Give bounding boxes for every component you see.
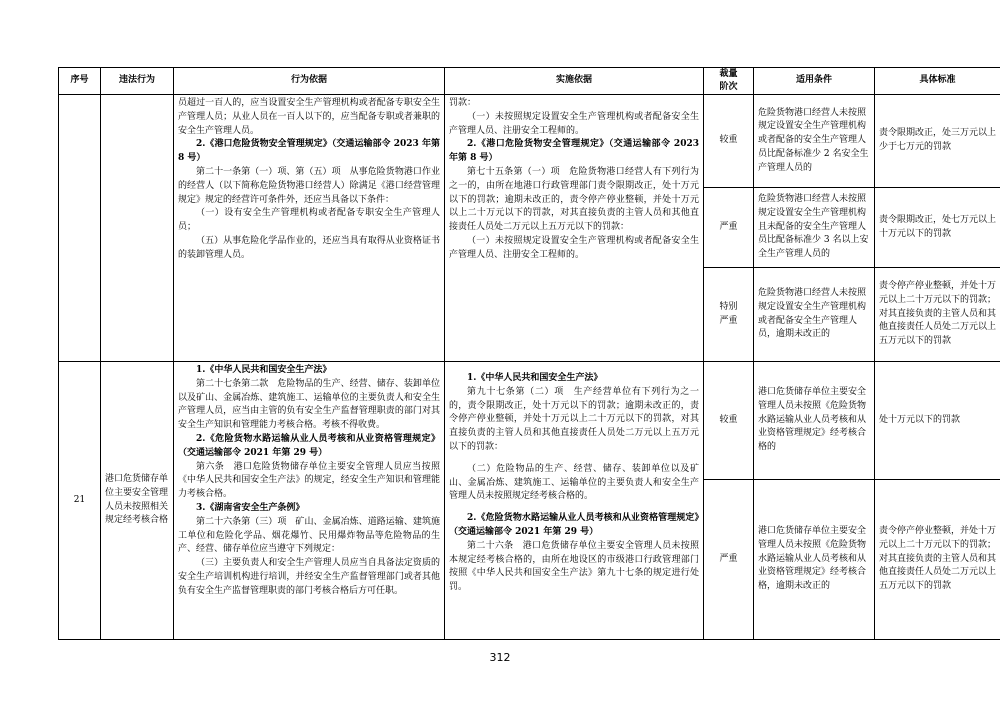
header-violation: 违法行为 — [101, 68, 174, 95]
table-row — [59, 362, 1000, 480]
header-standard: 具体标准 — [875, 68, 1000, 95]
row1-standard-1: 责令限期改正，处七万元以上十万元以下的罚款 — [875, 188, 1000, 268]
row1-level-2: 特别 严重 — [704, 268, 754, 362]
row1-basis-p3: （一）设有安全生产管理机构或者配备专职安全生产管理人员； — [178, 208, 440, 233]
row2-impl-p4: 第二十六条 港口危货储存单位主要安全管理人员未按照本规定经考核合格的，由所在地设区的市级港口行政管理部门按照《中华人民共和国安全生产法》第九十七条的规定进行处罚。 — [449, 540, 699, 593]
row1-basis — [174, 95, 445, 362]
row2-basis-p2: 2.《危险货物水路运输从业人员考核和从业资格管理规定》（交通运输部令 2021 年第 29 号） — [178, 433, 440, 458]
page-number: 312 — [489, 651, 511, 664]
row1-basis-p4: （五）从事危险化学品作业的，还应当具有取得从业资格证书的装卸管理人员。 — [178, 235, 440, 260]
row1-level-0: 较重 — [704, 95, 754, 188]
row2-level-0: 较重 — [704, 362, 754, 480]
row2-basis-p6: （三）主要负责人和安全生产管理人员应当自具备法定资质的安全生产培训机构进行培训，并经安全生产监督管理部门或者其他负有安全生产监督管理职责的部门考核合格后方可任职。 — [178, 558, 440, 596]
row1-impl-p0: 罚款： — [449, 98, 477, 108]
header-level: 裁量 阶次 — [704, 68, 754, 95]
row2-impl-p1: 第九十七条第（二）项 生产经营单位有下列行为之一的，责令限期改正，处十万元以下的罚款；逾期未改正的，责令停产停业整顿，并处十万元以上二十万元以下的罚款，对其直接负责的主管人员和其他直接责任人员处二万元以上五万元以下的罚款： — [449, 386, 699, 452]
header-implementation: 实施依据 — [445, 68, 704, 95]
row1-condition-2: 危险货物港口经营人未按照规定设置安全生产管理机构或者配备安全生产管理人员，逾期未改正的 — [754, 268, 875, 362]
row1-basis-p0: 员超过一百人的，应当设置安全生产管理机构或者配备专职安全生产管理人员；从业人员在一百人以下的，应当配备专职或者兼职的安全生产管理人员。 — [178, 98, 440, 136]
row2-basis-p1: 第二十七条第二款 危险物品的生产、经营、储存、装卸单位以及矿山、金属冶炼、建筑施工、运输单位的主要负责人和安全生产管理人员，应当由主管的负有安全生产监督管理职责的部门对其安全生产知识和管理能力考核合格。考核不得收费。 — [178, 378, 440, 431]
row1-basis-p1: 2.《港口危险货物安全管理规定》（交通运输部令 2023 年第 8 号） — [178, 139, 440, 164]
row2-standard-0: 处十万元以下的罚款 — [875, 362, 1000, 480]
row2-basis-p3: 第六条 港口危险货物储存单位主要安全管理人员应当按照《中华人民共和国安全生产法》的规定，经安全生产知识和管理能力考核合格。 — [178, 461, 440, 500]
row1-level-1: 严重 — [704, 188, 754, 268]
row2-basis-p5: 第二十六条第（三）项 矿山、金属冶炼、道路运输、建筑施工单位和危险化学品、烟花爆竹、民用爆炸物品等危险物品的生产、经营、储存单位应当遵守下列规定： — [178, 516, 440, 555]
table-row — [59, 95, 1000, 188]
row2-impl-p0: 1.《中华人民共和国安全生产法》 — [467, 373, 603, 383]
row1-impl-p3: 第七十五条第（一）项 危险货物港口经营人有下列行为之一的，由所在地港口行政管理部门责令限期改正，处十万元以下的罚款；逾期未改正的，责令停产停业整顿，并处十万元以上二十万元以下的罚款，对其直接负责的主管人员和其他直接责任人员处二万元以上五万元以下的罚款： — [449, 166, 699, 233]
row1-impl-p1: （一）未按照规定设置安全生产管理机构或者配备安全生产管理人员、注册安全工程师的。 — [449, 111, 699, 136]
row1-impl-p4: （一）未按照规定设置安全生产管理机构或者配备安全生产管理人员、注册安全工程师的。 — [449, 235, 699, 260]
row2-no: 21 — [59, 362, 101, 640]
row2-condition-1: 港口危货储存单位主要安全管理人员未按照《危险货物水路运输从业人员考核和从业资格管理规定》经考核合格，逾期未改正的 — [754, 480, 875, 640]
row1-standard-2: 责令停产停业整顿，并处十万元以上二十万元以下的罚款；对其直接负责的主管人员和其他直接责任人员处二万元以上五万元以下的罚款 — [875, 268, 1000, 362]
penalty-discretion-table — [58, 67, 1000, 640]
header-no: 序号 — [59, 68, 101, 95]
row1-impl-p2: 2.《港口危险货物安全管理规定》（交通运输部令 2023 年第 8 号） — [449, 139, 699, 164]
row1-implementation — [445, 95, 704, 362]
header-condition: 适用条件 — [754, 68, 875, 95]
row2-impl-p2: （二）危险物品的生产、经营、储存、装卸单位以及矿山、金属冶炼、建筑施工、运输单位的主要负责人和安全生产管理人员未按照规定经考核合格的。 — [449, 463, 699, 502]
row2-level-1: 严重 — [704, 480, 754, 640]
row1-basis-p2: 第二十一条第（一）项、第（五）项 从事危险货物港口作业的经营人（以下简称危险货物港口经营人）除满足《港口经营管理规定》规定的经营许可条件外，还应当具备以下条件： — [178, 166, 440, 205]
row2-condition-0: 港口危货储存单位主要安全管理人员未按照《危险货物水路运输从业人员考核和从业资格管理规定》经考核合格的 — [754, 362, 875, 480]
row2-standard-1: 责令停产停业整顿，并处十万元以上二十万元以下的罚款；对其直接负责的主管人员和其他直接责任人员处二万元以上五万元以下的罚款 — [875, 480, 1000, 640]
row2-impl-p3: 2.《危险货物水路运输从业人员考核和从业资格管理规定》（交通运输部令 2021 年第 29 号） — [449, 513, 699, 537]
table-header-row — [59, 68, 1000, 95]
row1-condition-1: 危险货物港口经营人未按照规定设置安全生产管理机构且未配备的安全生产管理人员比配备标准少 3 名以上安全生产管理人员的 — [754, 188, 875, 268]
row1-no — [59, 95, 101, 362]
row1-condition-0: 危险货物港口经营人未按照规定设置安全生产管理机构或者配备的安全生产管理人员比配备标准少 2 名安全生产管理人员的 — [754, 95, 875, 188]
row2-basis — [174, 362, 445, 640]
row2-basis-p4: 3.《湖南省安全生产条例》 — [196, 502, 305, 513]
row2-basis-p0: 1.《中华人民共和国安全生产法》 — [196, 365, 332, 375]
header-basis: 行为依据 — [174, 68, 445, 95]
row1-violation — [101, 95, 174, 362]
row1-standard-0: 责令限期改正，处三万元以上少于七万元的罚款 — [875, 95, 1000, 188]
row2-implementation — [445, 362, 704, 640]
row2-violation: 港口危货储存单位主要安全管理人员未按照相关规定经考核合格 — [101, 362, 174, 640]
